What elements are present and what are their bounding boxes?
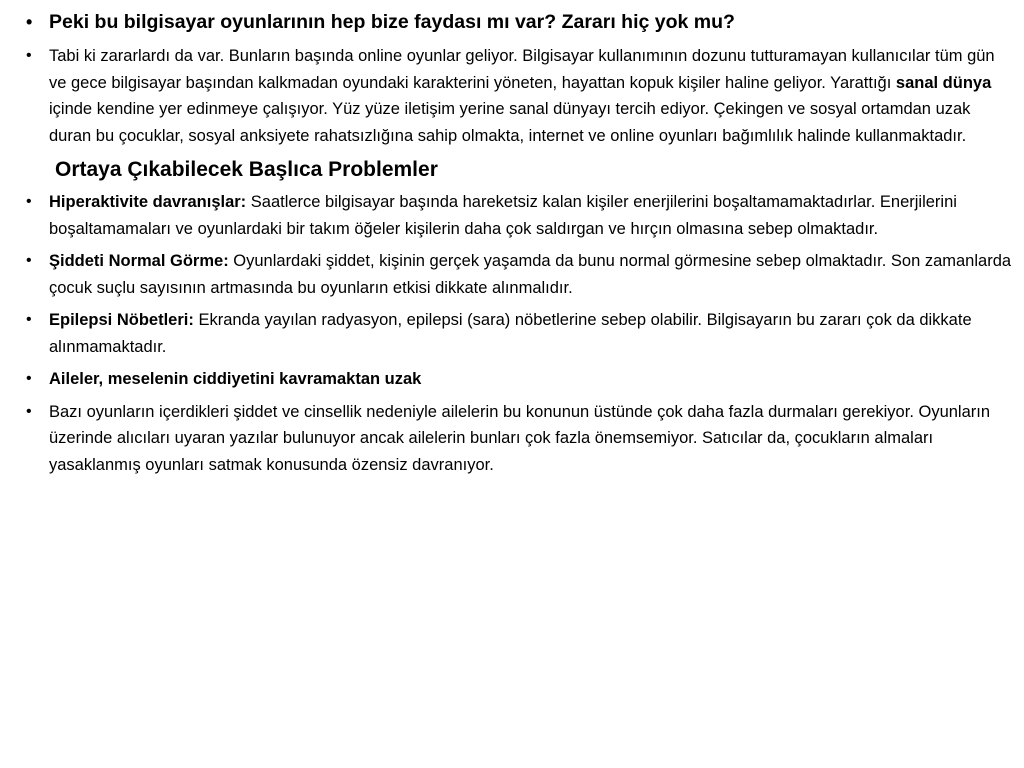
problem-item [26,366,1012,393]
closing-item [26,399,1012,479]
problem-title: Epilepsi Nöbetleri: [49,311,194,329]
bullet: • [26,12,33,32]
problem-text: Oyunlardaki şiddet, kişinin gerçek yaşamda da bunu normal görmesine sebep olmaktadır. Son zamanlarda çocuk suçlu sayısının artmasında bu oyunların etkisi dikkate alınmalıdır. [49,252,1012,297]
intro-text-part2: içinde kendine yer edinmeye çalışıyor. Yüz yüze iletişim yerine sanal dünyayı tercih ediyor. Çekingen ve sosyal ortamdan uzak duran bu çocuklar, sosyal anksiyete rahatsızlığına sahip olmakta, internet ve online oyunları bağımlılık halinde kullanmaktadır. [49,100,971,145]
bullet: • [26,47,32,64]
problem-item [26,189,1012,242]
bullet: • [26,402,32,420]
problem-title: Aileler, meselenin ciddiyetini kavramaktan uzak [49,370,422,388]
bullet: • [26,311,32,328]
question-item [26,8,1012,37]
section-heading: Ortaya Çıkabilecek Başlıca Problemler [55,158,438,181]
intro-item [26,43,1012,149]
bullet: • [26,252,32,269]
question-text: Peki bu bilgisayar oyunlarının hep bize faydası mı var? Zararı hiç yok mu? [49,11,735,33]
problem-item [26,307,1012,360]
bullet: • [26,193,32,210]
closing-text: Bazı oyunların içerdikleri şiddet ve cinsellik nedeniyle ailelerin bu konunun üstünde çok daha fazla durmaları gerekiyor. Oyunların üzerinde alıcıları uyaran yazılar bulunuyor ancak ailelerin bunları çok fazla önemsemiyor. Satıcılar da, çocukların almaları yasaklanmış oyunları satmak konusunda özensiz davranıyor. [49,402,991,474]
problem-text: Ekranda yayılan radyasyon, epilepsi (sara) nöbetlerine sebep olabilir. Bilgisayarın bu zararı çok da dikkate alınmamaktadır. [49,311,972,356]
bullet: • [26,370,32,387]
problem-item [26,248,1012,301]
problem-text: Saatlerce bilgisayar başında hareketsiz kalan kişiler enerjilerini boşaltamamaktadırlar. Enerjilerini boşaltamamaları ve oyunlardaki bir takım öğeler kişilerin daha çok saldırgan ve hırçın olmasına sebep olmaktadır. [49,193,957,238]
intro-text-part1: Tabi ki zararlardı da var. Bunların başında online oyunlar geliyor. Bilgisayar kullanımının dozunu tutturamayan kullanıcılar tüm gün ve gece bilgisayar başından kalkmadan oyundaki karakterini yöneten, hayattan kopuk kişiler haline geliyor. Yarattığı [49,47,995,92]
problem-title: Şiddeti Normal Görme: [49,252,229,270]
intro-bold-term: sanal dünya [895,73,992,92]
problem-title: Hiperaktivite davranışlar: [49,193,247,211]
